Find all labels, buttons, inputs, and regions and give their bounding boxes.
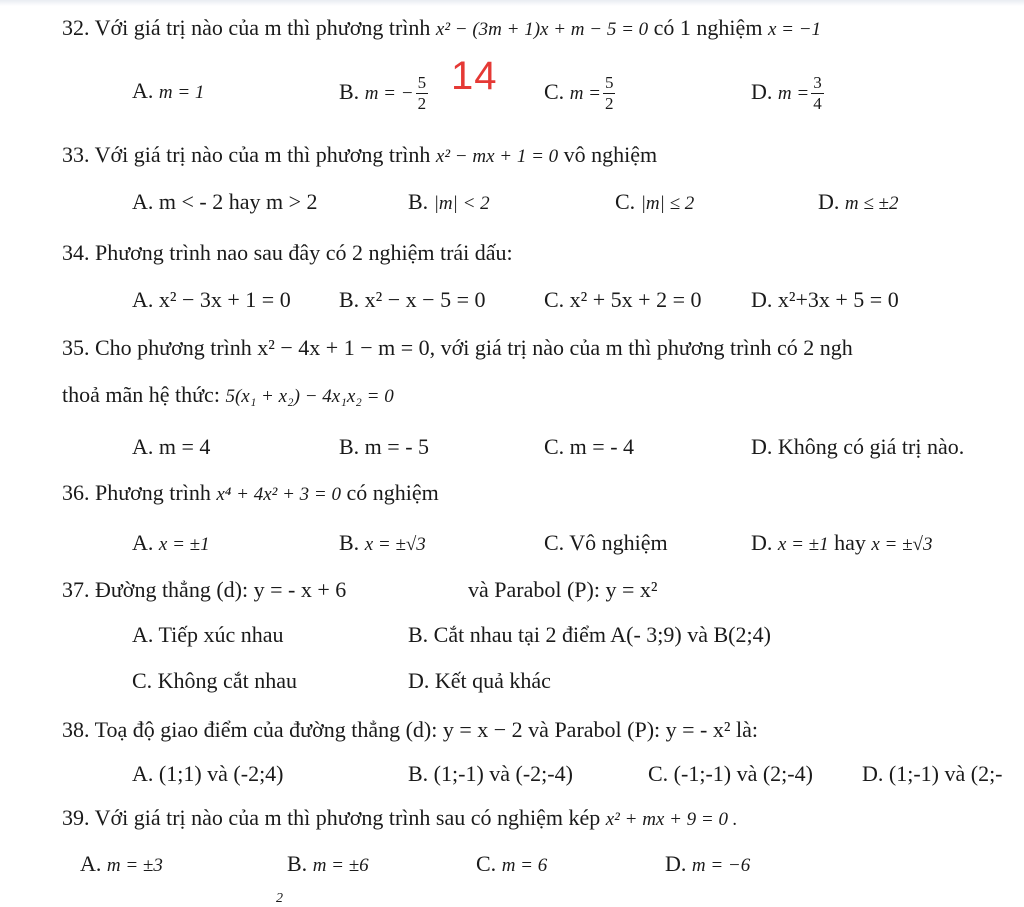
q36-option-a: A. x = ±1 <box>132 530 210 555</box>
q35-option-c: C. m = - 4 <box>544 434 635 459</box>
handwritten-annotation: 14 <box>451 54 498 98</box>
q33-option-c: C. |m| ≤ 2 <box>615 189 695 214</box>
q32-option-d: D. m = $\frac{3}{4}$ <box>751 73 822 114</box>
question-38: 38. Toạ độ giao điểm của đường thẳng (d): y = x − 2 và Parabol (P): y = - x² là: <box>62 717 758 742</box>
q38-option-d: D. (1;-1) và (2;- <box>862 761 1003 786</box>
question-35: 35. Cho phương trình x² − 4x + 1 − m = 0, với giá trị nào của m thì phương trình có 2 ngh <box>62 335 853 360</box>
q32-option-a: A. m = 1 <box>132 78 205 103</box>
question-32 <box>62 14 821 44</box>
q37-stem-parabola: và Parabol (P): y = x² <box>468 577 658 602</box>
q39-option-a: A. m = ±3 <box>80 851 163 876</box>
q37-option-b: B. Cắt nhau tại 2 điểm A(- 3;9) và B(2;4) <box>408 622 771 647</box>
q32-root: x = −1 <box>767 19 822 40</box>
q32-d-fraction: $\frac{3}{4}$ <box>813 73 822 114</box>
q32-c-fraction: $\frac{5}{2}$ <box>604 73 614 114</box>
q37-option-a: A. Tiếp xúc nhau <box>132 622 284 647</box>
q35-condition: thoả mãn hệ thức: 5(x₁ + x₂) − 4x₁x₂ = 0 <box>62 382 394 407</box>
q35-relation: 5(x₁ + x₂) − 4x₁x₂ = 0 <box>225 386 394 407</box>
q34-option-b: B. x² − x − 5 = 0 <box>339 287 486 312</box>
q39-equation: x² + mx + 9 = 0 . <box>605 809 738 830</box>
q38-option-b: B. (1;-1) và (-2;-4) <box>408 761 573 786</box>
question-39: 39. Với giá trị nào của m thì phương trình sau có nghiệm kép x² + mx + 9 = 0 . <box>62 805 738 830</box>
question-37: 37. Đường thẳng (d): y = - x + 6 <box>62 577 347 602</box>
q39-option-b: B. m = ±6 <box>287 851 369 876</box>
q35-option-a: A. m = 4 <box>132 434 211 459</box>
q33-option-d: D. m ≤ ±2 <box>818 189 899 214</box>
question-33 <box>62 141 657 171</box>
q35-option-d: D. Không có giá trị nào. <box>751 434 965 459</box>
question-36: 36. Phương trình x⁴ + 4x² + 3 = 0 có nghiệm <box>62 480 439 505</box>
q35-option-b: B. m = - 5 <box>339 434 430 459</box>
q36-option-b: B. x = ±√3 <box>339 530 426 555</box>
q32-option-b: B. m = − $\frac{5}{2}$ <box>339 73 427 114</box>
q34-option-c: C. x² + 5x + 2 = 0 <box>544 287 702 312</box>
top-edge-strip <box>0 0 1024 6</box>
q33-option-a: A. m < - 2 hay m > 2 <box>132 189 318 214</box>
q39-option-d: D. m = −6 <box>665 851 751 876</box>
q33-option-b: B. |m| < 2 <box>408 189 490 214</box>
q37-option-d: D. Kết quả khác <box>408 668 551 693</box>
q32-b-fraction: $\frac{5}{2}$ <box>417 73 427 114</box>
q38-option-c: C. (-1;-1) và (2;-4) <box>648 761 813 786</box>
cutoff-fragment: 2 <box>276 891 283 906</box>
q33-tail: vô nghiệm <box>563 142 658 167</box>
q34-option-d: D. x²+3x + 5 = 0 <box>751 287 899 312</box>
q39-option-c: C. m = 6 <box>476 851 548 876</box>
q37-option-c: C. Không cắt nhau <box>132 668 297 693</box>
q38-option-a: A. (1;1) và (-2;4) <box>132 761 284 786</box>
q32-equation: x² − (3m + 1)x + m − 5 = 0 <box>435 19 649 40</box>
q33-equation: x² − mx + 1 = 0 <box>435 146 559 167</box>
q36-option-d: D. x = ±1 hay x = ±√3 <box>751 530 933 555</box>
q32-mid: có 1 nghiệm <box>653 15 763 40</box>
question-34: 34. Phương trình nao sau đây có 2 nghiệm trái dấu: <box>62 240 513 265</box>
q36-equation: x⁴ + 4x² + 3 = 0 <box>216 484 341 505</box>
q36-option-c: C. Vô nghiệm <box>544 530 668 555</box>
q32-stem: 32. Với giá trị nào của m thì phương trình <box>62 15 431 40</box>
q33-stem: 33. Với giá trị nào của m thì phương trình <box>62 142 431 167</box>
q34-option-a: A. x² − 3x + 1 = 0 <box>132 287 291 312</box>
q32-option-c: C. m = $\frac{5}{2}$ <box>544 73 614 114</box>
